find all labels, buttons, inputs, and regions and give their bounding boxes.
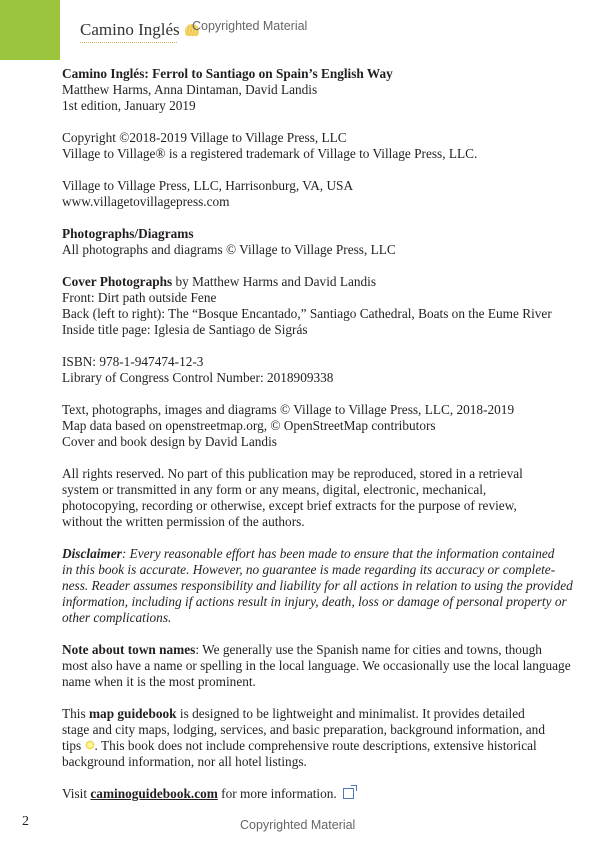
text-line xyxy=(62,130,562,146)
text-line xyxy=(62,546,562,562)
page-number: 2 xyxy=(22,814,29,829)
text-run: Visit xyxy=(62,786,91,801)
text-line xyxy=(62,178,562,194)
text-line xyxy=(62,498,562,514)
text-run: system or transmitted in any form or any means, digital, electronic, mechanical, xyxy=(62,482,487,497)
text-run: Library of Congress Control Number: 2018909338 xyxy=(62,370,334,385)
text-run xyxy=(62,642,195,657)
text-line xyxy=(62,514,562,530)
text-run: tips xyxy=(62,738,85,753)
text-run: Text, photographs, images and diagrams © Village to Village Press, LLC, 2018-2019 xyxy=(62,402,515,417)
text-line xyxy=(62,306,562,322)
text-segment: Camino Inglés: Ferrol to Santiago on Spain’s English Way xyxy=(62,66,393,81)
header-logo xyxy=(80,20,199,40)
text-run: This xyxy=(62,706,89,721)
text-line xyxy=(62,594,567,610)
green-corner-block xyxy=(0,0,60,60)
copyright-page-body xyxy=(62,66,573,818)
logo-text: Camino Inglés xyxy=(80,20,180,39)
text-line xyxy=(62,466,562,482)
website-link-text[interactable]: caminoguidebook.com xyxy=(90,786,218,801)
text-run: Matthew Harms, Anna Dintaman, David Landis xyxy=(62,82,318,97)
text-line xyxy=(62,610,562,626)
text-line xyxy=(62,562,562,578)
text-run: ness. Reader assumes responsibility and liability for all actions in relation to using the provided xyxy=(62,578,573,593)
text-run: ISBN: 978-1-947474-12-3 xyxy=(62,354,204,369)
text-run xyxy=(62,226,194,241)
text-line xyxy=(62,434,562,450)
text-line xyxy=(62,418,562,434)
text-run: www.villagetovillagepress.com xyxy=(62,194,230,209)
logo-dotted-rule xyxy=(80,42,177,43)
text-line xyxy=(62,66,562,82)
text-run: Cover and book design by David Landis xyxy=(62,434,277,449)
paragraph xyxy=(62,66,562,114)
text-run: All photographs and diagrams © Village to Village Press, LLC xyxy=(62,242,396,257)
paragraph xyxy=(62,642,571,690)
text-run: Copyright ©2018-2019 Village to Village Press, LLC xyxy=(62,130,347,145)
paragraph xyxy=(62,466,562,530)
text-line xyxy=(62,146,562,162)
watermark-top: Copyrighted Material xyxy=(192,19,308,33)
website-link[interactable] xyxy=(90,786,217,801)
text-line xyxy=(62,242,562,258)
text-run: : We generally use the Spanish name for cities and towns, though xyxy=(195,642,542,657)
text-run: Map data based on openstreetmap.org, © OpenStreetMap contributors xyxy=(62,418,436,433)
text-line xyxy=(62,98,562,114)
text-run: Village to Village® is a registered trademark of Village to Village Press, LLC. xyxy=(62,146,478,161)
watermark-bottom: Copyrighted Material xyxy=(240,818,356,832)
text-run xyxy=(89,706,177,721)
text-run: photocopying, recording or otherwise, except brief extracts for the purpose of review, xyxy=(62,498,517,513)
text-line xyxy=(62,370,562,386)
text-run xyxy=(62,66,393,81)
text-line xyxy=(62,354,562,370)
text-line xyxy=(62,786,562,802)
text-run: Inside title page: Iglesia de Santiago de Sigrás xyxy=(62,322,308,337)
text-run xyxy=(62,546,122,561)
text-line xyxy=(62,226,562,242)
paragraph xyxy=(62,226,562,258)
text-run: in this book is accurate. However, no guarantee is made regarding its accuracy or complete- xyxy=(62,562,556,577)
paragraph xyxy=(62,178,562,210)
text-segment: Disclaimer xyxy=(62,546,122,561)
paragraph xyxy=(62,546,573,626)
text-line xyxy=(62,722,562,738)
text-run: is designed to be lightweight and minimalist. It provides detailed xyxy=(176,706,525,721)
text-run: Front: Dirt path outside Fene xyxy=(62,290,217,305)
text-run: . This book does not include comprehensive route descriptions, extensive historical xyxy=(94,738,537,753)
text-run: without the written permission of the authors. xyxy=(62,514,305,529)
paragraph xyxy=(62,130,562,162)
text-run: for more information. xyxy=(217,786,341,801)
text-run: : Every reasonable effort has been made to ensure that the information contained xyxy=(121,546,555,561)
text-line xyxy=(62,642,562,658)
text-line xyxy=(62,738,562,754)
text-segment: map guidebook xyxy=(88,706,177,721)
text-line xyxy=(62,754,562,770)
paragraph xyxy=(62,274,562,338)
text-line xyxy=(62,402,562,418)
text-line xyxy=(62,290,562,306)
text-segment: Cover Photographs xyxy=(62,274,173,289)
text-run: background information, nor all hotel listings. xyxy=(62,754,307,769)
paragraph xyxy=(62,706,562,770)
text-run: name when it is the most prominent. xyxy=(62,674,256,689)
external-link-icon[interactable] xyxy=(343,788,354,799)
text-line xyxy=(62,194,562,210)
text-run: stage and city maps, lodging, services, and basic preparation, background information, and xyxy=(62,722,545,737)
text-line xyxy=(62,658,571,674)
text-line xyxy=(62,274,562,290)
text-line xyxy=(62,482,562,498)
text-line xyxy=(62,674,562,690)
text-run: 1st edition, January 2019 xyxy=(62,98,196,113)
paragraph xyxy=(62,354,562,386)
paragraph xyxy=(62,786,562,802)
text-segment: Photographs/Diagrams xyxy=(62,226,194,241)
text-segment: Note about town names xyxy=(62,642,196,657)
text-run: other complications. xyxy=(62,610,172,625)
text-line xyxy=(62,706,562,722)
text-run: Village to Village Press, LLC, Harrisonburg, VA, USA xyxy=(62,178,354,193)
text-run xyxy=(62,274,172,289)
text-run: by Matthew Harms and David Landis xyxy=(172,274,377,289)
paragraph xyxy=(62,402,562,450)
text-line xyxy=(62,82,562,98)
tip-lightbulb-icon xyxy=(85,740,95,750)
text-line xyxy=(62,578,573,594)
text-run: most also have a name or spelling in the local language. We occasionally use the local language xyxy=(62,658,571,673)
text-run: information, including if actions result in injury, death, loss or damage of personal property or xyxy=(62,594,567,609)
text-run: All rights reserved. No part of this publication may be reproduced, stored in a retrieval xyxy=(62,466,523,481)
text-line xyxy=(62,322,562,338)
text-run: Back (left to right): The “Bosque Encantado,” Santiago Cathedral, Boats on the Eume River xyxy=(62,306,552,321)
